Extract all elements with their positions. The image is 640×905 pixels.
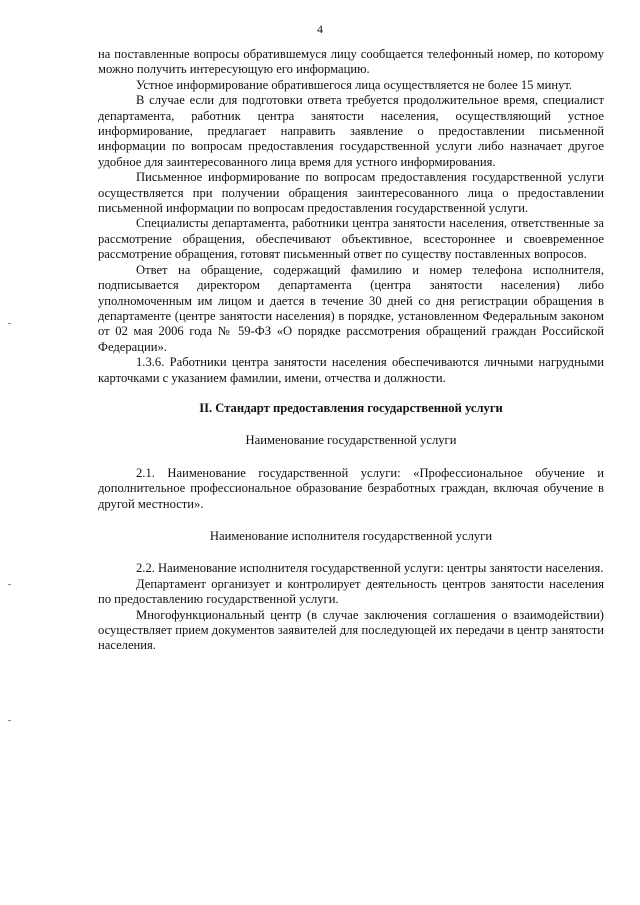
paragraph: В случае если для подготовки ответа требуется продолжительное время, специалист департамента, работник центра занятости населения, осуществляющий устное информирование, предлагает направить заявление о предоставлении письменной информации по вопросам предоставления государственной услуги либо назначает другое удобное для заинтересованного лица время для устного информирования. xyxy=(98,93,604,169)
margin-mark xyxy=(8,584,11,585)
margin-mark xyxy=(8,323,11,324)
paragraph: на поставленные вопросы обратившемуся лицу сообщается телефонный номер, по которому можно получить интересующую его информацию. xyxy=(98,47,604,77)
page-number: 4 xyxy=(317,22,323,36)
paragraph: Специалисты департамента, работники центра занятости населения, ответственные за рассмотрение обращения, обеспечивают объективное, всестороннее и своевременное рассмотрение обращения, готовят письменный ответ по существу поставленных вопросов. xyxy=(98,216,604,262)
subheading-executor: Наименование исполнителя государственной услуги xyxy=(209,528,493,543)
document-body xyxy=(98,47,604,654)
paragraph: Письменное информирование по вопросам предоставления государственной услуги осуществляется при получении обращения заинтересованного лица о предоставлении письменной информации по вопросам предоставления государственной услуги. xyxy=(98,170,604,216)
paragraph: Департамент организует и контролирует деятельность центров занятости населения по предоставлению государственной услуги. xyxy=(98,576,604,607)
subheading-service-name: Наименование государственной услуги xyxy=(245,433,457,448)
paragraph: Устное информирование обратившегося лица осуществляется не более 15 минут. xyxy=(136,77,573,92)
margin-mark xyxy=(8,720,11,721)
paragraph: Многофункциональный центр (в случае заключения соглашения о взаимодействии) осуществляет прием документов заявителей для последующей их передачи в центр занятости населения. xyxy=(98,607,604,653)
paragraph-2-1: 2.1. Наименование государственной услуги: «Профессиональное обучение и дополнительное профессиональное образование безработных граждан, включая обучение в другой местности». xyxy=(98,465,604,511)
paragraph: Ответ на обращение, содержащий фамилию и номер телефона исполнителя, подписывается директором департамента (центра занятости населения) либо уполномоченным им лицом и дается в течение 30 дней со дня регистрации обращения в департаменте (центре занятости населения) в порядке, установленном Федеральным законом от 02 мая 2006 года № 59-ФЗ «О порядке рассмотрения обращений граждан Российской Федерации». xyxy=(98,262,604,354)
paragraph: 2.2. Наименование исполнителя государственной услуги: центры занятости населения. xyxy=(136,561,604,576)
paragraph: 1.3.6. Работники центра занятости населения обеспечиваются личными нагрудными карточками с указанием фамилии, имени, отчества и должности. xyxy=(98,355,604,385)
section-title: II. Стандарт предоставления государственной услуги xyxy=(199,400,503,415)
